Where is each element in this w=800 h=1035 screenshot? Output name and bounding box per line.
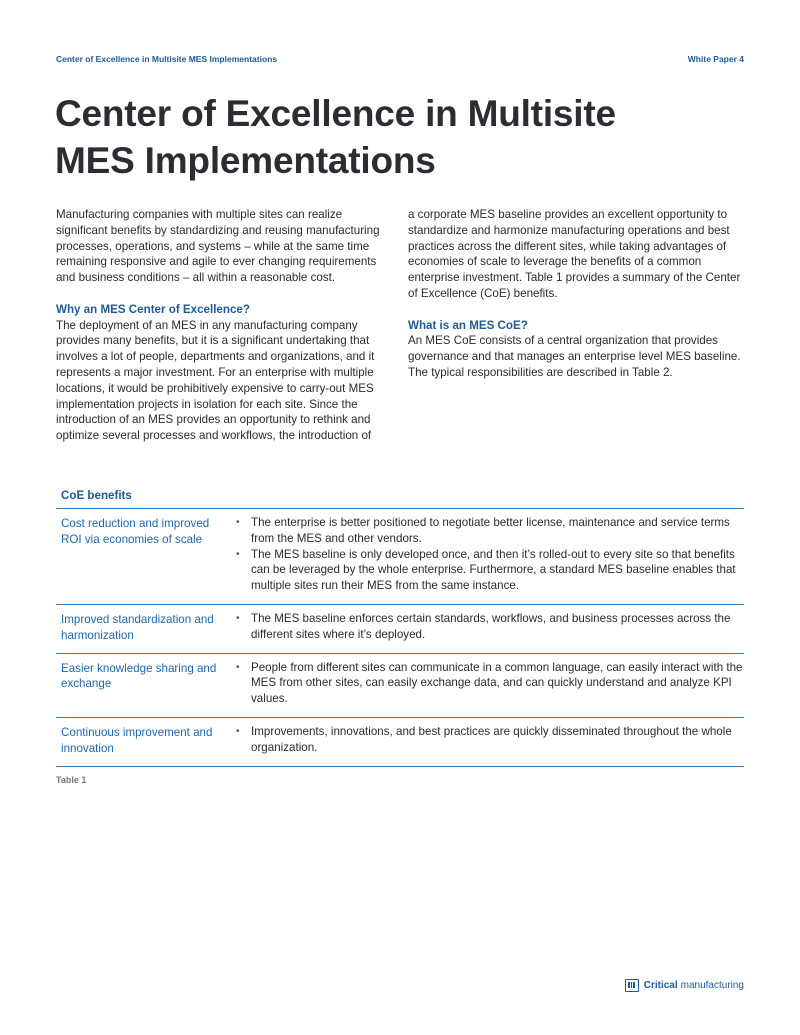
- right-column: [408, 207, 748, 381]
- bullet-item: [236, 724, 744, 756]
- section-heading-what-is-coe: What is an MES CoE?: [408, 318, 528, 332]
- table-row: [56, 654, 744, 718]
- table-row: [56, 509, 744, 605]
- bullet-text: The MES baseline is only developed once, and then it’s rolled-out to every site so that benefits can be leveraged by the whole enterprise. Furthermore, a standard MES baseline enables that multiple sites run their MES from the same instance.: [251, 547, 736, 593]
- table-row: [56, 605, 744, 654]
- bullet-item: [236, 515, 744, 547]
- coe-benefits-table: [56, 487, 744, 767]
- bullet-icon: •: [236, 517, 240, 528]
- table-caption: Table 1: [56, 775, 87, 785]
- brand-name-strong: Critical: [643, 979, 678, 991]
- row-label: Continuous improvement and innovation: [61, 725, 213, 755]
- brand-name-light: manufacturing: [680, 979, 744, 991]
- row-bullets: [236, 724, 744, 756]
- footer-logo: [625, 978, 744, 992]
- bullet-text: The enterprise is better positioned to negotiate better license, maintenance and service terms from the MES and other vendors.: [251, 516, 730, 545]
- bullet-icon: •: [236, 548, 240, 560]
- bullet-item: [236, 547, 744, 594]
- row-label: Improved standardization and harmonization: [61, 612, 214, 642]
- bullet-icon: •: [236, 725, 240, 737]
- title-line-2: MES Implementations: [55, 140, 436, 181]
- table-header: CoE benefits: [56, 487, 744, 509]
- page-header: [56, 54, 744, 68]
- continuation-paragraph: a corporate MES baseline provides an excellent opportunity to standardize and harmonize manufacturing operations and best practices across the different sites, while taking advantages of economies of scale to leverage the benefits of a common enterprise investment. Table 1 provides a summary of the Center of Excellence (CoE) benefits.: [408, 208, 741, 300]
- row-bullets: [236, 611, 744, 643]
- what-is-coe-paragraph: An MES CoE consists of a central organization that provides governance and that manages an enterprise level MES baseline. The typical responsibilities are described in Table 2.: [408, 334, 741, 379]
- header-page-label: White Paper 4: [687, 54, 744, 64]
- bullet-item: [236, 660, 744, 707]
- intro-paragraph: Manufacturing companies with multiple sites can realize significant benefits by standardizing and reusing manufacturing processes, operations, and systems – while at the same time remaining responsive and agile to ever changing requirements and business conditions – all within a reasonable cost.: [56, 208, 380, 285]
- row-bullets: [236, 660, 744, 707]
- table-row: [56, 718, 744, 767]
- title-line-1: Center of Excellence in Multisite: [55, 93, 616, 134]
- page-title: [55, 90, 675, 184]
- row-label: Cost reduction and improved ROI via economies of scale: [61, 517, 210, 546]
- bullet-text: The MES baseline enforces certain standards, workflows, and business processes across the different sites where it’s deployed.: [251, 611, 731, 641]
- why-coe-paragraph: The deployment of an MES in any manufacturing company provides many benefits, but it is a significant undertaking that involves a lot of people, departments and organizations, and it represents a major investment. For an enterprise with multiple locations, it would be prohibitively expensive to carry-out MES implementation projects in isolation for each site. Since the introduction of an MES provides an opportunity to rethink and optimize several processes and workflows, the introduction of: [56, 318, 375, 443]
- bullet-icon: •: [236, 612, 240, 624]
- bullet-text: Improvements, innovations, and best practices are quickly disseminated throughout the whole organization.: [251, 724, 732, 754]
- row-bullets: [236, 515, 744, 594]
- bullet-text: People from different sites can communicate in a common language, can easily interact with the MES from other sites, can easily exchange data, and can quickly understand and analyze KPI values.: [251, 660, 743, 706]
- critical-manufacturing-logo-icon: [625, 979, 639, 992]
- section-heading-why-coe: Why an MES Center of Excellence?: [56, 302, 250, 316]
- left-column: [56, 207, 396, 444]
- bullet-icon: •: [236, 661, 240, 673]
- header-document-title: Center of Excellence in Multisite MES Implementations: [56, 54, 278, 64]
- row-label: Easier knowledge sharing and exchange: [61, 661, 217, 691]
- bullet-item: [236, 611, 744, 643]
